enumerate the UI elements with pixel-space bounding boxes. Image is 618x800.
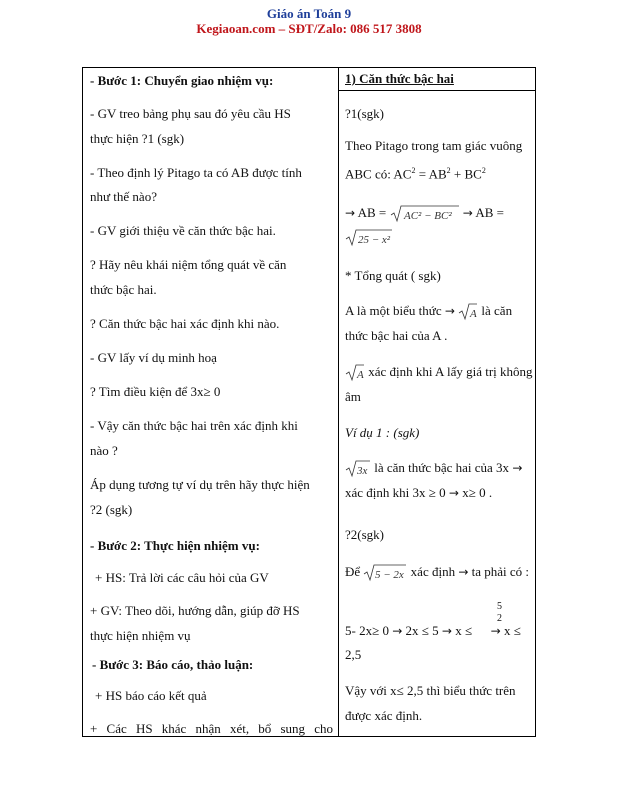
example-heading: Ví dụ 1 : (sgk) bbox=[345, 425, 420, 440]
text-fragment: xác định khi 3x ≥ 0 bbox=[345, 485, 446, 500]
text-line: - GV lấy ví dụ minh hoạ bbox=[90, 350, 217, 365]
text-line: Vậy với x≤ 2,5 thì biểu thức trên bbox=[345, 683, 516, 698]
text-line: - Theo định lý Pitago ta có AB được tính bbox=[90, 165, 302, 180]
sqrt-expression bbox=[363, 563, 407, 583]
sqrt-expression bbox=[345, 459, 371, 479]
text-fragment: + BC bbox=[450, 166, 482, 182]
text-line: - GV treo bảng phụ sau đó yêu cầu HS bbox=[90, 106, 291, 121]
arrow-right-icon: → bbox=[392, 624, 403, 638]
arrow-right-icon: → bbox=[444, 304, 455, 318]
justified-text-line bbox=[90, 718, 333, 739]
arrow-right-icon: → bbox=[512, 461, 523, 475]
text-line: - Vậy căn thức bậc hai trên xác định khi bbox=[90, 418, 298, 433]
fraction-numerator: 5 bbox=[497, 601, 502, 612]
text-fragment: ta phải có : bbox=[471, 564, 530, 579]
word: HS bbox=[135, 721, 153, 736]
text-line: 2,5 bbox=[345, 647, 362, 662]
expression-text: 25 − x² bbox=[358, 234, 391, 247]
sqrt-expression bbox=[390, 204, 460, 224]
text-line: + GV: Theo dõi, hướng dẫn, giúp đỡ HS bbox=[90, 603, 300, 618]
text-line: âm bbox=[345, 389, 361, 404]
text-line: * Tổng quát ( sgk) bbox=[345, 268, 441, 283]
condition-line bbox=[345, 361, 533, 383]
expression-text: 5 − 2x bbox=[375, 569, 405, 582]
definition-line bbox=[345, 300, 512, 322]
word: nhận bbox=[195, 721, 221, 736]
expression-text: AC² − BC² bbox=[403, 210, 452, 223]
fraction-denominator: 2 bbox=[497, 613, 502, 624]
column-divider bbox=[338, 68, 339, 736]
example-line bbox=[345, 457, 522, 479]
text-fragment: A là một biểu thức bbox=[345, 303, 442, 318]
text-fragment: 2x ≤ 5 bbox=[405, 623, 439, 638]
arrow-right-icon: → bbox=[490, 624, 501, 638]
ab-formula-line bbox=[345, 202, 504, 224]
text-line: ? Căn thức bậc hai xác định khi nào. bbox=[90, 316, 280, 331]
expression-text: A bbox=[470, 308, 477, 321]
text-fragment: xác định bbox=[410, 564, 456, 579]
text-fragment: 5- 2x≥ 0 bbox=[345, 623, 389, 638]
word: bổ bbox=[258, 721, 272, 736]
text-fragment: ABC có: AC bbox=[345, 166, 412, 182]
superscript: 2 bbox=[446, 166, 451, 175]
text-fragment: AB = bbox=[357, 205, 387, 220]
text-line: ?2(sgk) bbox=[345, 527, 384, 542]
text-line: ? Tìm điều kiện để 3x≥ 0 bbox=[90, 384, 221, 399]
text-fragment: AB = bbox=[475, 205, 504, 220]
word: + bbox=[90, 721, 98, 736]
arrow-right-icon: → bbox=[462, 206, 473, 220]
superscript: 2 bbox=[411, 166, 416, 175]
inequality-line bbox=[345, 620, 521, 642]
text-line: như thế nào? bbox=[90, 189, 157, 204]
text-fragment: là căn bbox=[481, 303, 513, 318]
text-fragment: x ≤ bbox=[503, 623, 521, 638]
word: xét, bbox=[229, 721, 250, 736]
expression-text: 3x bbox=[357, 465, 368, 478]
text-line: ?2 (sgk) bbox=[90, 502, 133, 517]
q2-line bbox=[345, 561, 529, 583]
word: Các bbox=[106, 721, 127, 736]
word: sung bbox=[280, 721, 306, 736]
text-fragment: Để bbox=[345, 564, 361, 579]
word: cho bbox=[314, 721, 333, 736]
text-line: thực hiện nhiệm vụ bbox=[90, 628, 191, 643]
superscript: 2 bbox=[481, 166, 486, 175]
sqrt-expression bbox=[458, 302, 478, 322]
step1-heading: - Bước 1: Chuyển giao nhiệm vụ: bbox=[90, 73, 274, 88]
lesson-table bbox=[82, 67, 536, 737]
word: khác bbox=[161, 721, 187, 736]
sqrt-expression bbox=[345, 228, 393, 248]
step2-heading: - Bước 2: Thực hiện nhiệm vụ: bbox=[90, 538, 260, 553]
text-line: được xác định. bbox=[345, 708, 423, 723]
text-line: ?1(sgk) bbox=[345, 106, 384, 121]
page-header bbox=[0, 6, 618, 36]
text-fragment: x≥ 0 . bbox=[462, 485, 493, 500]
text-fragment: xác định khi A lấy giá trị không bbox=[368, 364, 533, 379]
text-fragment: là căn thức bậc hai của 3x bbox=[374, 460, 510, 475]
arrow-right-icon: → bbox=[441, 624, 452, 638]
text-line: thức bậc hai. bbox=[90, 282, 157, 297]
arrow-right-icon: → bbox=[458, 565, 469, 579]
text-line: thức bậc hai của A . bbox=[345, 328, 448, 343]
header-row-line bbox=[339, 90, 535, 91]
expression-text: A bbox=[357, 369, 364, 382]
text-fragment: x ≤ bbox=[455, 623, 473, 638]
text-line: Theo Pitago trong tam giác vuông bbox=[345, 138, 523, 153]
text-line: ? Hãy nêu khái niệm tổng quát về căn bbox=[90, 257, 287, 272]
step3-heading: - Bước 3: Báo cáo, thảo luận: bbox=[92, 657, 254, 672]
text-line: thực hiện ?1 (sgk) bbox=[90, 131, 185, 146]
arrow-right-icon: → bbox=[448, 486, 459, 500]
header-contact: Kegiaoan.com – SĐT/Zalo: 086 517 3808 bbox=[196, 21, 422, 36]
section-heading: 1) Căn thức bậc hai bbox=[345, 71, 454, 86]
text-line: nào ? bbox=[90, 443, 118, 458]
example-condition-line bbox=[345, 482, 492, 504]
text-line: + HS: Trả lời các câu hỏi của GV bbox=[95, 570, 269, 585]
text-line: + HS báo cáo kết quả bbox=[95, 688, 207, 703]
ab-result-line bbox=[345, 226, 393, 248]
pythagoras-line bbox=[345, 160, 486, 184]
text-line: - GV giới thiệu về căn thức bậc hai. bbox=[90, 223, 276, 238]
text-fragment: = AB bbox=[415, 166, 447, 182]
header-title: Giáo án Toán 9 bbox=[266, 6, 352, 21]
text-line: Áp dụng tương tự ví dụ trên hãy thực hiện bbox=[90, 477, 310, 492]
arrow-right-icon: → bbox=[345, 206, 356, 220]
sqrt-expression bbox=[345, 363, 365, 383]
